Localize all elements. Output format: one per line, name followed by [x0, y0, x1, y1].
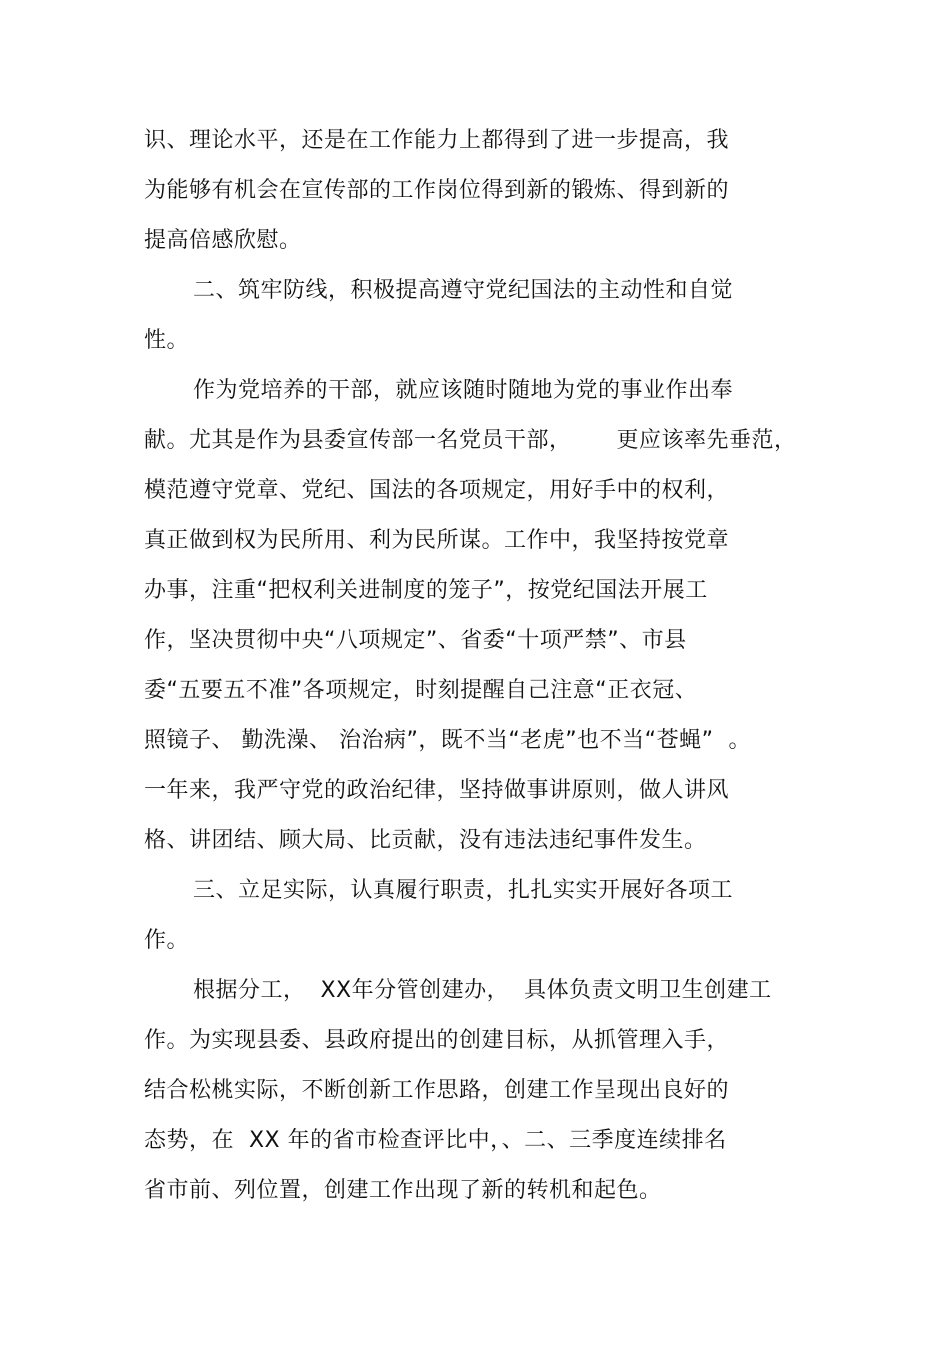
text-line: 为能够有机会在宣传部的工作岗位得到新的锻炼、得到新的: [144, 178, 730, 203]
text-line: 献。尤其是作为县委宣传部一名党员干部， 更应该率先垂范，: [144, 428, 797, 453]
text-line: 委“五要五不准”各项规定，时刻提醒自己注意“正衣冠、: [144, 678, 698, 703]
text-line: 办事，注重“把权利关进制度的笼子”，按党纪国法开展工: [144, 578, 708, 603]
text-line: 作。为实现县委、县政府提出的创建目标，从抓管理入手，: [144, 1028, 730, 1053]
section-heading: 二、筑牢防线，积极提高遵守党纪国法的主动性和自觉: [193, 278, 734, 303]
text-line: 格、讲团结、顾大局、比贡献，没有违法违纪事件发生。: [144, 828, 707, 853]
text-line: 模范遵守党章、党纪、国法的各项规定，用好手中的权利，: [144, 478, 730, 503]
section-heading: 三、立足实际，认真履行职责，扎扎实实开展好各项工: [193, 878, 734, 903]
text-line: 照镜子、 勤洗澡、 治治病”，既不当“老虎”也不当“苍蝇” 。: [144, 728, 751, 753]
text-line: 根据分工， XX年分管创建办， 具体负责文明卫生创建工: [193, 978, 772, 1003]
text-line: 识、理论水平，还是在工作能力上都得到了进一步提高，我: [144, 128, 730, 153]
text-line: 省市前、列位置，创建工作出现了新的转机和起色。: [144, 1178, 662, 1203]
text-line: 真正做到权为民所用、利为民所谋。工作中，我坚持按党章: [144, 528, 730, 553]
text-line: 态势，在 XX 年的省市检查评比中，、二、三季度连续排名: [144, 1128, 727, 1153]
text-line: 性。: [144, 328, 190, 353]
text-line: 提高倍感欣慰。: [144, 228, 302, 253]
text-line: 作，坚决贯彻中央“八项规定”、省委“十项严禁”、市县: [144, 628, 687, 653]
text-line: 一年来，我严守党的政治纪律，坚持做事讲原则，做人讲风: [144, 778, 730, 803]
text-line: 结合松桃实际，不断创新工作思路，创建工作呈现出良好的: [144, 1078, 730, 1103]
text-line: 作。: [144, 928, 190, 953]
text-line: 作为党培养的干部，就应该随时随地为党的事业作出奉: [193, 378, 734, 403]
